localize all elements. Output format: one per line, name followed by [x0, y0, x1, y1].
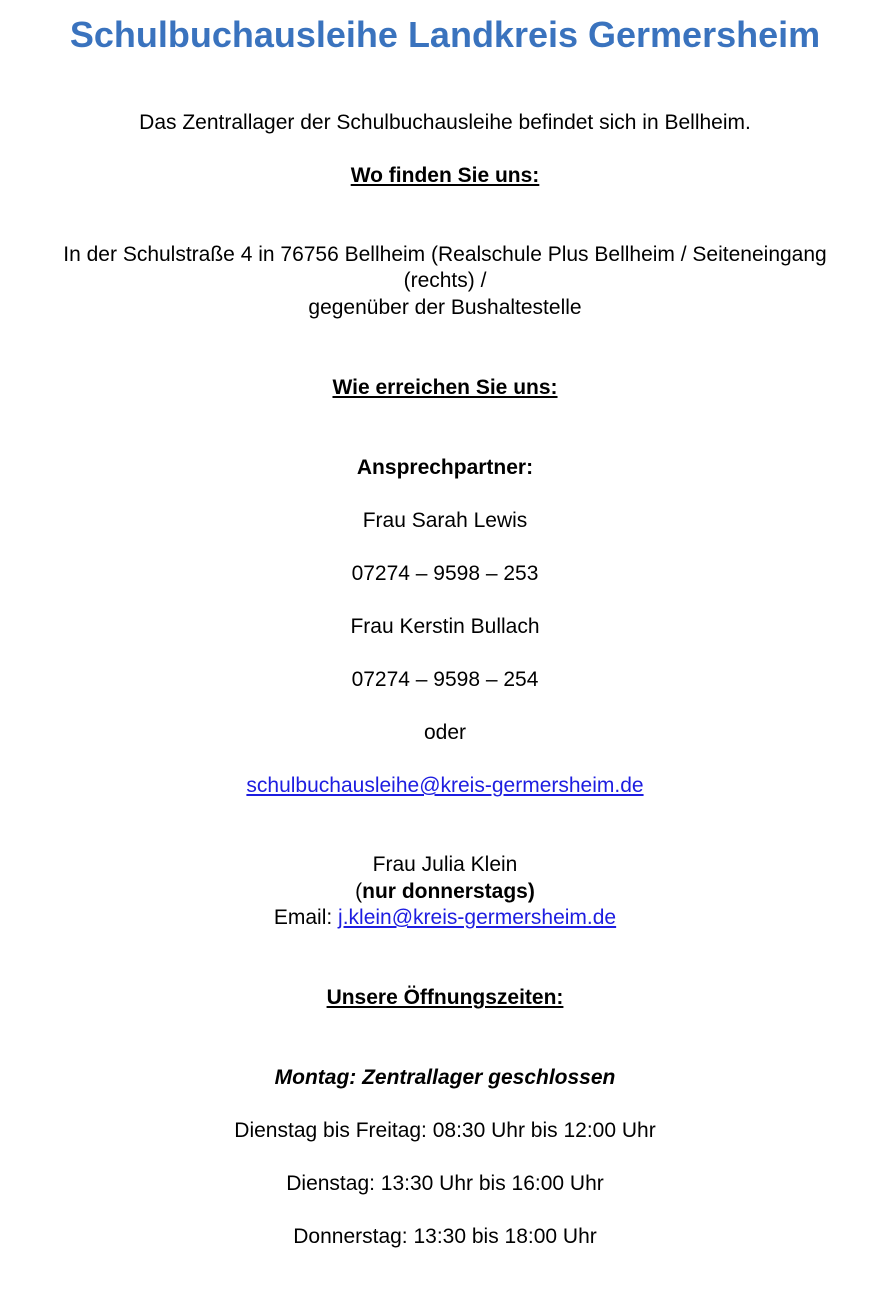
address-line-1: In der Schulstraße 4 in 76756 Bellheim (Realschule Plus Bellheim / Seiteneingang: [63, 243, 827, 266]
hours-thursday: Donnerstag: 13:30 bis 18:00 Uhr: [293, 1225, 597, 1248]
location-heading: Wo finden Sie uns:: [350, 164, 540, 187]
address-line-3: gegenüber der Bushaltestelle: [308, 296, 582, 319]
contact-person-3-name: Frau Julia Klein: [372, 853, 518, 876]
contact-person-3-email-link[interactable]: j.klein@kreis-germersheim.de: [338, 906, 617, 929]
intro-text: Das Zentrallager der Schulbuchausleihe befindet sich in Bellheim.: [139, 111, 751, 134]
contact-person-1-name: Frau Sarah Lewis: [362, 509, 528, 532]
contact-person-2-phone: 07274 – 9598 – 254: [351, 668, 539, 691]
page-title: Schulbuchausleihe Landkreis Germersheim: [69, 14, 821, 55]
hours-heading: Unsere Öffnungszeiten:: [326, 986, 564, 1009]
contact-or-label: oder: [423, 721, 467, 744]
contact-person-1-phone: 07274 – 9598 – 253: [351, 562, 539, 585]
hours-tue-fri: Dienstag bis Freitag: 08:30 Uhr bis 12:00 Uhr: [234, 1119, 656, 1142]
contact-partner-label: Ansprechpartner:: [356, 456, 534, 479]
general-email-link[interactable]: schulbuchausleihe@kreis-germersheim.de: [246, 774, 644, 797]
contact-person-3-note-open: (: [355, 880, 363, 903]
address-line-2: (rechts) /: [403, 269, 487, 292]
hours-tuesday: Dienstag: 13:30 Uhr bis 16:00 Uhr: [286, 1172, 604, 1195]
hours-monday: Montag: Zentrallager geschlossen: [274, 1066, 616, 1089]
contact-person-2-name: Frau Kerstin Bullach: [350, 615, 540, 638]
contact-person-3-email-label: Email:: [273, 906, 339, 929]
contact-person-3-email-row: [0, 905, 890, 931]
contact-person-3-note: nur donnerstags): [362, 880, 535, 903]
contact-person-3-note-row: [0, 879, 890, 905]
contact-heading: Wie erreichen Sie uns:: [332, 376, 558, 399]
general-email-row: [0, 773, 890, 799]
